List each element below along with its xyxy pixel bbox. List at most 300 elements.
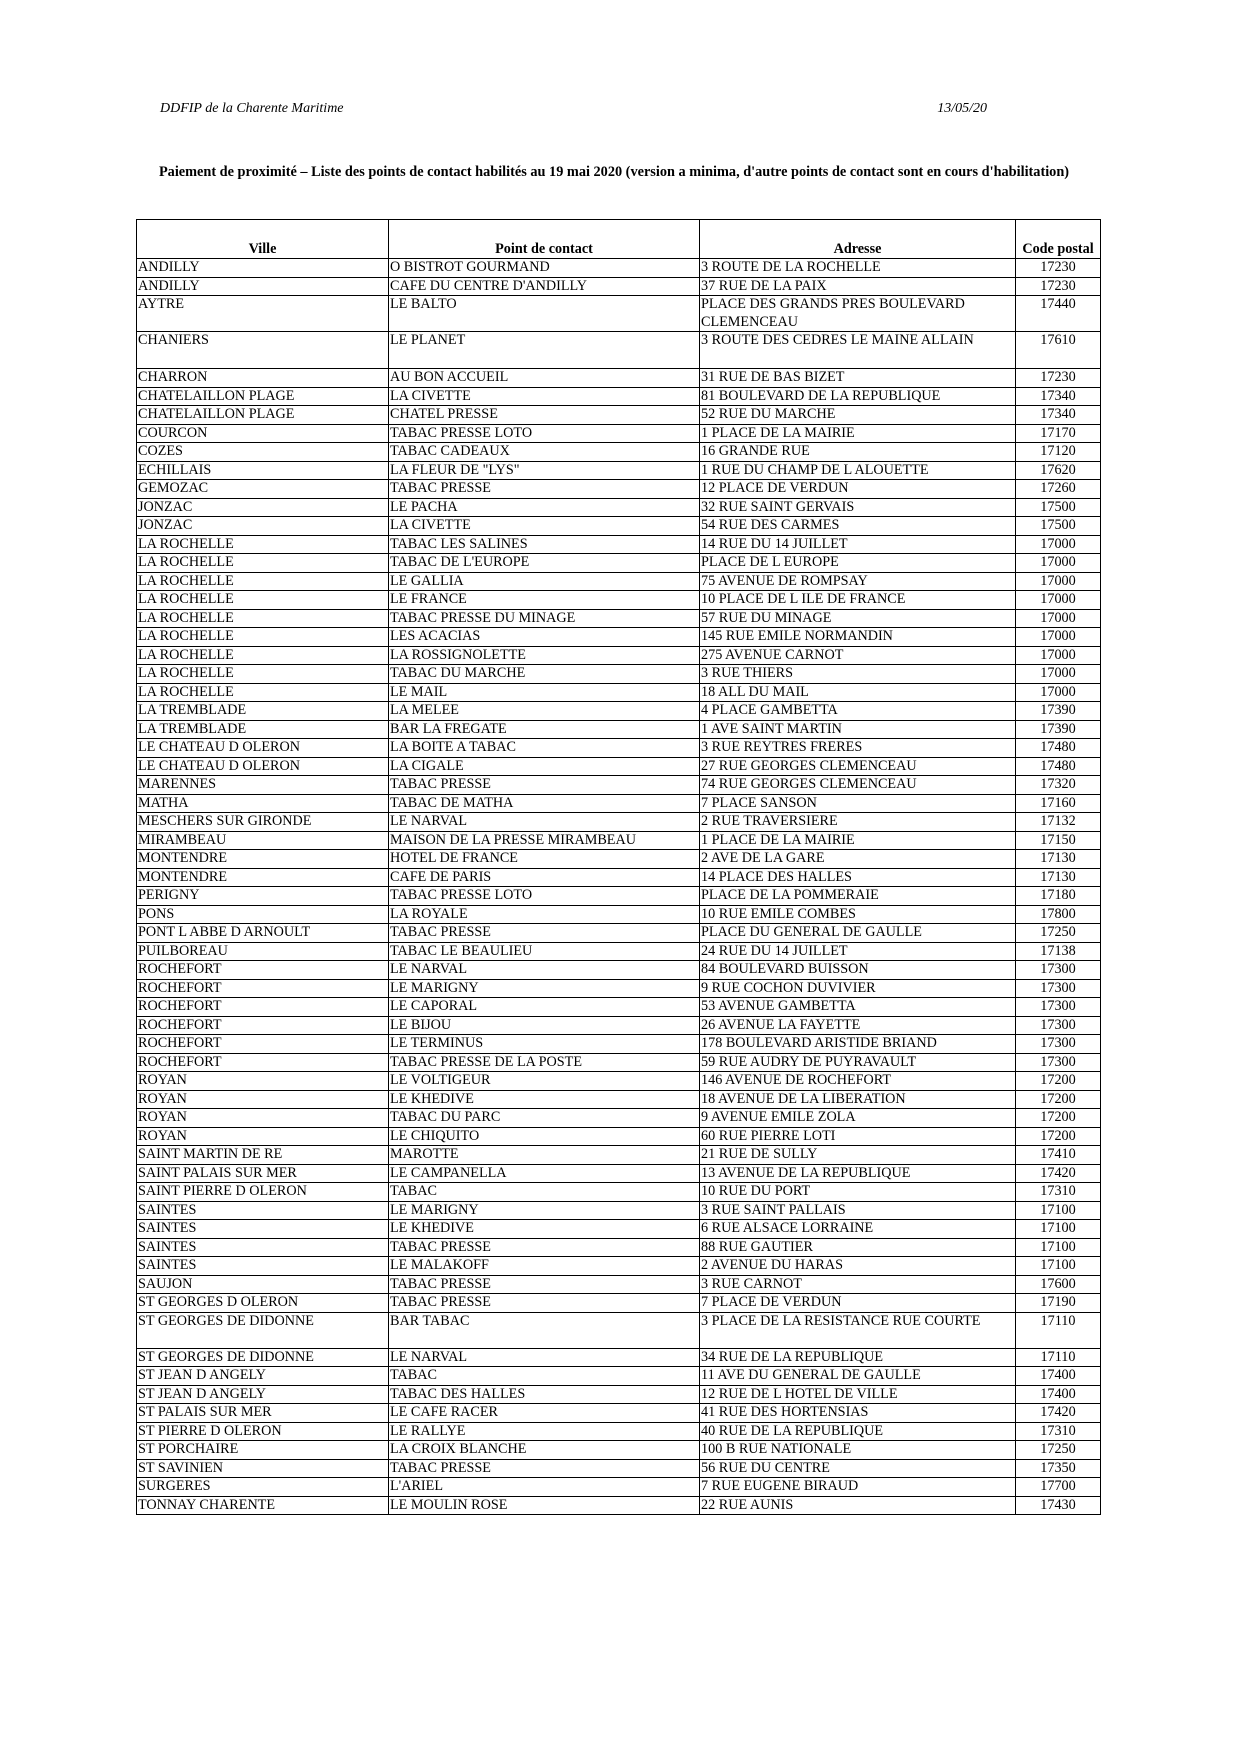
column-header-code-postal: Code postal <box>1016 220 1101 259</box>
cell-point-de-contact: LA CIGALE <box>389 757 700 776</box>
cell-code-postal: 17200 <box>1016 1072 1101 1091</box>
table-row <box>137 776 1101 795</box>
cell-ville: LE CHATEAU D OLERON <box>137 757 389 776</box>
cell-point-de-contact: LE BIJOU <box>389 1016 700 1035</box>
cell-point-de-contact: LE MOULIN ROSE <box>389 1496 700 1515</box>
table-row <box>137 1348 1101 1367</box>
table-row <box>137 998 1101 1017</box>
cell-ville: ROYAN <box>137 1090 389 1109</box>
cell-code-postal: 17150 <box>1016 831 1101 850</box>
cell-adresse: 178 BOULEVARD ARISTIDE BRIAND <box>700 1035 1016 1054</box>
cell-ville: ST PORCHAIRE <box>137 1441 389 1460</box>
cell-code-postal: 17480 <box>1016 739 1101 758</box>
cell-point-de-contact: LE FRANCE <box>389 591 700 610</box>
cell-adresse: 10 RUE DU PORT <box>700 1183 1016 1202</box>
cell-ville: COZES <box>137 443 389 462</box>
cell-point-de-contact: LE TERMINUS <box>389 1035 700 1054</box>
cell-point-de-contact: LE VOLTIGEUR <box>389 1072 700 1091</box>
cell-code-postal: 17100 <box>1016 1220 1101 1239</box>
cell-ville: CHANIERS <box>137 332 389 369</box>
table-row <box>137 259 1101 278</box>
cell-ville: ANDILLY <box>137 277 389 296</box>
cell-ville: AYTRE <box>137 296 389 332</box>
table-row <box>137 924 1101 943</box>
header-date: 13/05/20 <box>937 101 987 116</box>
cell-point-de-contact: MAROTTE <box>389 1146 700 1165</box>
cell-adresse: 145 RUE EMILE NORMANDIN <box>700 628 1016 647</box>
cell-code-postal: 17250 <box>1016 1441 1101 1460</box>
table-row <box>137 739 1101 758</box>
cell-adresse: 7 PLACE SANSON <box>700 794 1016 813</box>
table-row <box>137 1146 1101 1165</box>
cell-code-postal: 17480 <box>1016 757 1101 776</box>
table-row <box>137 702 1101 721</box>
cell-point-de-contact: LA BOITE A TABAC <box>389 739 700 758</box>
cell-point-de-contact: TABAC <box>389 1367 700 1386</box>
table-row <box>137 1422 1101 1441</box>
table-row <box>137 794 1101 813</box>
cell-adresse: 81 BOULEVARD DE LA REPUBLIQUE <box>700 387 1016 406</box>
cell-adresse: 3 RUE CARNOT <box>700 1275 1016 1294</box>
cell-point-de-contact: HOTEL DE FRANCE <box>389 850 700 869</box>
table-row <box>137 387 1101 406</box>
cell-point-de-contact: LA ROYALE <box>389 905 700 924</box>
cell-code-postal: 17100 <box>1016 1257 1101 1276</box>
cell-code-postal: 17320 <box>1016 776 1101 795</box>
cell-ville: ST GEORGES D OLERON <box>137 1294 389 1313</box>
cell-adresse: 3 PLACE DE LA RESISTANCE RUE COURTE <box>700 1312 1016 1348</box>
cell-ville: MATHA <box>137 794 389 813</box>
cell-code-postal: 17300 <box>1016 979 1101 998</box>
cell-ville: ROYAN <box>137 1109 389 1128</box>
cell-ville: MONTENDRE <box>137 868 389 887</box>
cell-ville: COURCON <box>137 424 389 443</box>
cell-adresse: 7 PLACE DE VERDUN <box>700 1294 1016 1313</box>
cell-code-postal: 17120 <box>1016 443 1101 462</box>
cell-code-postal: 17200 <box>1016 1109 1101 1128</box>
cell-adresse: 2 AVENUE DU HARAS <box>700 1257 1016 1276</box>
cell-adresse: 3 RUE REYTRES FRERES <box>700 739 1016 758</box>
cell-ville: LA ROCHELLE <box>137 591 389 610</box>
table-body <box>137 259 1101 1515</box>
contact-points-table <box>136 219 1101 1515</box>
cell-ville: ANDILLY <box>137 259 389 278</box>
cell-point-de-contact: LE PLANET <box>389 332 700 369</box>
cell-code-postal: 17310 <box>1016 1422 1101 1441</box>
cell-ville: PUILBOREAU <box>137 942 389 961</box>
table-row <box>137 572 1101 591</box>
cell-ville: LA ROCHELLE <box>137 683 389 702</box>
table-row <box>137 1053 1101 1072</box>
cell-ville: SAUJON <box>137 1275 389 1294</box>
cell-adresse: 146 AVENUE DE ROCHEFORT <box>700 1072 1016 1091</box>
cell-adresse: 12 PLACE DE VERDUN <box>700 480 1016 499</box>
cell-adresse: 57 RUE DU MINAGE <box>700 609 1016 628</box>
cell-adresse: 3 RUE THIERS <box>700 665 1016 684</box>
column-header-ville: Ville <box>137 220 389 259</box>
cell-ville: GEMOZAC <box>137 480 389 499</box>
table-row <box>137 1441 1101 1460</box>
column-header-adresse: Adresse <box>700 220 1016 259</box>
table-row <box>137 332 1101 369</box>
cell-ville: LA ROCHELLE <box>137 665 389 684</box>
cell-point-de-contact: CAFE DU CENTRE D'ANDILLY <box>389 277 700 296</box>
cell-point-de-contact: TABAC DE L'EUROPE <box>389 554 700 573</box>
cell-ville: SAINT MARTIN DE RE <box>137 1146 389 1165</box>
table-row <box>137 1496 1101 1515</box>
cell-code-postal: 17400 <box>1016 1367 1101 1386</box>
cell-point-de-contact: LA CROIX BLANCHE <box>389 1441 700 1460</box>
cell-point-de-contact: TABAC LES SALINES <box>389 535 700 554</box>
cell-adresse: 9 AVENUE EMILE ZOLA <box>700 1109 1016 1128</box>
cell-adresse: 75 AVENUE DE ROMPSAY <box>700 572 1016 591</box>
cell-code-postal: 17600 <box>1016 1275 1101 1294</box>
cell-adresse: 3 ROUTE DES CEDRES LE MAINE ALLAIN <box>700 332 1016 369</box>
cell-point-de-contact: LE BALTO <box>389 296 700 332</box>
cell-ville: SAINT PALAIS SUR MER <box>137 1164 389 1183</box>
table-row <box>137 628 1101 647</box>
cell-point-de-contact: TABAC PRESSE <box>389 1238 700 1257</box>
cell-code-postal: 17000 <box>1016 683 1101 702</box>
table-row <box>137 1183 1101 1202</box>
table-row <box>137 887 1101 906</box>
table-header-row <box>137 220 1101 259</box>
table-row <box>137 591 1101 610</box>
cell-code-postal: 17300 <box>1016 1016 1101 1035</box>
document-title: Paiement de proximité – Liste des points de contact habilités au 19 mai 2020 (version a minima, d'autre points de contact sont en cours d'habilitation) <box>158 164 1070 180</box>
cell-ville: ROCHEFORT <box>137 1035 389 1054</box>
cell-adresse: 37 RUE DE LA PAIX <box>700 277 1016 296</box>
cell-code-postal: 17500 <box>1016 517 1101 536</box>
cell-adresse: 2 RUE TRAVERSIERE <box>700 813 1016 832</box>
cell-adresse: PLACE DE LA POMMERAIE <box>700 887 1016 906</box>
cell-point-de-contact: TABAC DU PARC <box>389 1109 700 1128</box>
cell-code-postal: 17230 <box>1016 277 1101 296</box>
table-row <box>137 517 1101 536</box>
cell-point-de-contact: TABAC PRESSE <box>389 924 700 943</box>
table-row <box>137 443 1101 462</box>
table-row <box>137 1016 1101 1035</box>
cell-ville: PERIGNY <box>137 887 389 906</box>
cell-ville: CHARRON <box>137 369 389 388</box>
cell-adresse: 11 AVE DU GENERAL DE GAULLE <box>700 1367 1016 1386</box>
cell-code-postal: 17170 <box>1016 424 1101 443</box>
cell-ville: ST PALAIS SUR MER <box>137 1404 389 1423</box>
cell-adresse: 2 AVE DE LA GARE <box>700 850 1016 869</box>
cell-ville: LA ROCHELLE <box>137 609 389 628</box>
cell-code-postal: 17100 <box>1016 1238 1101 1257</box>
cell-code-postal: 17230 <box>1016 369 1101 388</box>
table-row <box>137 1312 1101 1348</box>
cell-point-de-contact: TABAC DES HALLES <box>389 1385 700 1404</box>
cell-code-postal: 17700 <box>1016 1478 1101 1497</box>
table-row <box>137 757 1101 776</box>
cell-adresse: 32 RUE SAINT GERVAIS <box>700 498 1016 517</box>
cell-adresse: 22 RUE AUNIS <box>700 1496 1016 1515</box>
cell-adresse: 59 RUE AUDRY DE PUYRAVAULT <box>700 1053 1016 1072</box>
cell-code-postal: 17000 <box>1016 628 1101 647</box>
cell-point-de-contact: TABAC CADEAUX <box>389 443 700 462</box>
table-row <box>137 1385 1101 1404</box>
cell-adresse: 16 GRANDE RUE <box>700 443 1016 462</box>
table-row <box>137 535 1101 554</box>
cell-point-de-contact: TABAC DE MATHA <box>389 794 700 813</box>
cell-ville: MESCHERS SUR GIRONDE <box>137 813 389 832</box>
table-row <box>137 1072 1101 1091</box>
cell-ville: ROYAN <box>137 1072 389 1091</box>
cell-point-de-contact: LE KHEDIVE <box>389 1090 700 1109</box>
cell-code-postal: 17000 <box>1016 646 1101 665</box>
cell-point-de-contact: TABAC LE BEAULIEU <box>389 942 700 961</box>
cell-code-postal: 17200 <box>1016 1127 1101 1146</box>
cell-ville: CHATELAILLON PLAGE <box>137 387 389 406</box>
cell-point-de-contact: TABAC PRESSE DU MINAGE <box>389 609 700 628</box>
cell-point-de-contact: MAISON DE LA PRESSE MIRAMBEAU <box>389 831 700 850</box>
cell-ville: LA ROCHELLE <box>137 646 389 665</box>
table-row <box>137 1275 1101 1294</box>
cell-point-de-contact: LE CAMPANELLA <box>389 1164 700 1183</box>
cell-point-de-contact: TABAC DU MARCHE <box>389 665 700 684</box>
table-row <box>137 868 1101 887</box>
cell-ville: ST GEORGES DE DIDONNE <box>137 1312 389 1348</box>
cell-point-de-contact: LE MAIL <box>389 683 700 702</box>
table-row <box>137 1220 1101 1239</box>
cell-point-de-contact: LE MARIGNY <box>389 979 700 998</box>
cell-point-de-contact: LA MELEE <box>389 702 700 721</box>
cell-code-postal: 17000 <box>1016 591 1101 610</box>
cell-adresse: 18 ALL DU MAIL <box>700 683 1016 702</box>
cell-code-postal: 17500 <box>1016 498 1101 517</box>
cell-ville: LA ROCHELLE <box>137 554 389 573</box>
table-row <box>137 1164 1101 1183</box>
cell-code-postal: 17000 <box>1016 665 1101 684</box>
cell-code-postal: 17110 <box>1016 1312 1101 1348</box>
cell-code-postal: 17350 <box>1016 1459 1101 1478</box>
cell-code-postal: 17260 <box>1016 480 1101 499</box>
cell-adresse: 26 AVENUE LA FAYETTE <box>700 1016 1016 1035</box>
cell-adresse: 52 RUE DU MARCHE <box>700 406 1016 425</box>
cell-point-de-contact: LA CIVETTE <box>389 517 700 536</box>
cell-adresse: 27 RUE GEORGES CLEMENCEAU <box>700 757 1016 776</box>
cell-ville: ST PIERRE D OLERON <box>137 1422 389 1441</box>
cell-ville: ECHILLAIS <box>137 461 389 480</box>
cell-adresse: 1 PLACE DE LA MAIRIE <box>700 831 1016 850</box>
cell-adresse: 1 PLACE DE LA MAIRIE <box>700 424 1016 443</box>
cell-point-de-contact: LE CAFE RACER <box>389 1404 700 1423</box>
cell-code-postal: 17610 <box>1016 332 1101 369</box>
cell-adresse: 74 RUE GEORGES CLEMENCEAU <box>700 776 1016 795</box>
cell-adresse: 3 ROUTE DE LA ROCHELLE <box>700 259 1016 278</box>
cell-adresse: PLACE DU GENERAL DE GAULLE <box>700 924 1016 943</box>
cell-adresse: 1 RUE DU CHAMP DE L ALOUETTE <box>700 461 1016 480</box>
cell-code-postal: 17440 <box>1016 296 1101 332</box>
cell-ville: ST JEAN D ANGELY <box>137 1385 389 1404</box>
cell-ville: SURGERES <box>137 1478 389 1497</box>
cell-adresse: 6 RUE ALSACE LORRAINE <box>700 1220 1016 1239</box>
cell-code-postal: 17620 <box>1016 461 1101 480</box>
table-row <box>137 609 1101 628</box>
cell-ville: ROCHEFORT <box>137 979 389 998</box>
table-row <box>137 1257 1101 1276</box>
cell-point-de-contact: L'ARIEL <box>389 1478 700 1497</box>
cell-point-de-contact: TABAC PRESSE <box>389 1275 700 1294</box>
cell-code-postal: 17000 <box>1016 535 1101 554</box>
cell-adresse: 100 B RUE NATIONALE <box>700 1441 1016 1460</box>
cell-point-de-contact: LE MARIGNY <box>389 1201 700 1220</box>
cell-code-postal: 17130 <box>1016 868 1101 887</box>
cell-ville: ST JEAN D ANGELY <box>137 1367 389 1386</box>
cell-adresse: 3 RUE SAINT PALLAIS <box>700 1201 1016 1220</box>
header-org: DDFIP de la Charente Maritime <box>160 101 344 116</box>
cell-code-postal: 17420 <box>1016 1164 1101 1183</box>
cell-code-postal: 17310 <box>1016 1183 1101 1202</box>
table-row <box>137 905 1101 924</box>
table-row <box>137 406 1101 425</box>
table-row <box>137 480 1101 499</box>
cell-adresse: 31 RUE DE BAS BIZET <box>700 369 1016 388</box>
cell-code-postal: 17132 <box>1016 813 1101 832</box>
cell-ville: ROCHEFORT <box>137 998 389 1017</box>
table-row <box>137 424 1101 443</box>
cell-ville: LA TREMBLADE <box>137 702 389 721</box>
cell-ville: LA ROCHELLE <box>137 572 389 591</box>
cell-point-de-contact: LE NARVAL <box>389 1348 700 1367</box>
cell-code-postal: 17340 <box>1016 387 1101 406</box>
table-row <box>137 979 1101 998</box>
cell-point-de-contact: TABAC PRESSE <box>389 1459 700 1478</box>
table-row <box>137 1090 1101 1109</box>
cell-point-de-contact: TABAC PRESSE LOTO <box>389 424 700 443</box>
cell-code-postal: 17180 <box>1016 887 1101 906</box>
cell-ville: LA TREMBLADE <box>137 720 389 739</box>
cell-code-postal: 17300 <box>1016 1053 1101 1072</box>
cell-point-de-contact: LE MALAKOFF <box>389 1257 700 1276</box>
cell-adresse: 53 AVENUE GAMBETTA <box>700 998 1016 1017</box>
cell-point-de-contact: LA ROSSIGNOLETTE <box>389 646 700 665</box>
cell-ville: MARENNES <box>137 776 389 795</box>
cell-point-de-contact: BAR LA FREGATE <box>389 720 700 739</box>
table-row <box>137 720 1101 739</box>
cell-adresse: 40 RUE DE LA REPUBLIQUE <box>700 1422 1016 1441</box>
cell-adresse: 34 RUE DE LA REPUBLIQUE <box>700 1348 1016 1367</box>
table-row <box>137 498 1101 517</box>
cell-point-de-contact: CHATEL PRESSE <box>389 406 700 425</box>
cell-ville: SAINTES <box>137 1238 389 1257</box>
cell-code-postal: 17000 <box>1016 554 1101 573</box>
cell-adresse: 10 PLACE DE L ILE DE FRANCE <box>700 591 1016 610</box>
cell-adresse: 21 RUE DE SULLY <box>700 1146 1016 1165</box>
cell-ville: ROCHEFORT <box>137 961 389 980</box>
cell-code-postal: 17110 <box>1016 1348 1101 1367</box>
table-row <box>137 1035 1101 1054</box>
cell-code-postal: 17160 <box>1016 794 1101 813</box>
column-header-point-de-contact: Point de contact <box>389 220 700 259</box>
cell-ville: JONZAC <box>137 517 389 536</box>
table-row <box>137 369 1101 388</box>
cell-adresse: 88 RUE GAUTIER <box>700 1238 1016 1257</box>
cell-ville: ROYAN <box>137 1127 389 1146</box>
cell-point-de-contact: O BISTROT GOURMAND <box>389 259 700 278</box>
cell-point-de-contact: LES ACACIAS <box>389 628 700 647</box>
cell-code-postal: 17800 <box>1016 905 1101 924</box>
cell-adresse: 13 AVENUE DE LA REPUBLIQUE <box>700 1164 1016 1183</box>
cell-point-de-contact: LE KHEDIVE <box>389 1220 700 1239</box>
cell-point-de-contact: TABAC PRESSE <box>389 1294 700 1313</box>
cell-code-postal: 17000 <box>1016 572 1101 591</box>
table-row <box>137 1109 1101 1128</box>
cell-adresse: 54 RUE DES CARMES <box>700 517 1016 536</box>
cell-ville: LA ROCHELLE <box>137 628 389 647</box>
cell-ville: JONZAC <box>137 498 389 517</box>
cell-adresse: 4 PLACE GAMBETTA <box>700 702 1016 721</box>
table-row <box>137 1294 1101 1313</box>
cell-point-de-contact: LE GALLIA <box>389 572 700 591</box>
table-row <box>137 942 1101 961</box>
cell-point-de-contact: LE NARVAL <box>389 961 700 980</box>
table-row <box>137 1238 1101 1257</box>
cell-adresse: 7 RUE EUGENE BIRAUD <box>700 1478 1016 1497</box>
cell-code-postal: 17130 <box>1016 850 1101 869</box>
cell-adresse: 14 RUE DU 14 JUILLET <box>700 535 1016 554</box>
table-row <box>137 646 1101 665</box>
cell-ville: PONT L ABBE D ARNOULT <box>137 924 389 943</box>
cell-code-postal: 17190 <box>1016 1294 1101 1313</box>
cell-adresse: 12 RUE DE L HOTEL DE VILLE <box>700 1385 1016 1404</box>
cell-point-de-contact: LE CHIQUITO <box>389 1127 700 1146</box>
cell-ville: ROCHEFORT <box>137 1053 389 1072</box>
cell-point-de-contact: LA FLEUR DE "LYS" <box>389 461 700 480</box>
cell-point-de-contact: TABAC PRESSE LOTO <box>389 887 700 906</box>
cell-point-de-contact: BAR TABAC <box>389 1312 700 1348</box>
cell-code-postal: 17400 <box>1016 1385 1101 1404</box>
cell-ville: LA ROCHELLE <box>137 535 389 554</box>
table-row <box>137 961 1101 980</box>
cell-adresse: 60 RUE PIERRE LOTI <box>700 1127 1016 1146</box>
cell-adresse: PLACE DE L EUROPE <box>700 554 1016 573</box>
cell-point-de-contact: CAFE DE PARIS <box>389 868 700 887</box>
cell-code-postal: 17340 <box>1016 406 1101 425</box>
cell-code-postal: 17390 <box>1016 702 1101 721</box>
cell-ville: SAINTES <box>137 1201 389 1220</box>
cell-ville: ROCHEFORT <box>137 1016 389 1035</box>
cell-adresse: 56 RUE DU CENTRE <box>700 1459 1016 1478</box>
cell-ville: SAINTES <box>137 1220 389 1239</box>
cell-point-de-contact: TABAC PRESSE DE LA POSTE <box>389 1053 700 1072</box>
table-row <box>137 554 1101 573</box>
cell-code-postal: 17300 <box>1016 961 1101 980</box>
table-row <box>137 850 1101 869</box>
cell-point-de-contact: AU BON ACCUEIL <box>389 369 700 388</box>
table-row <box>137 1127 1101 1146</box>
cell-code-postal: 17000 <box>1016 609 1101 628</box>
cell-adresse: 275 AVENUE CARNOT <box>700 646 1016 665</box>
table-row <box>137 1459 1101 1478</box>
cell-ville: ST GEORGES DE DIDONNE <box>137 1348 389 1367</box>
table-row <box>137 665 1101 684</box>
table-row <box>137 1478 1101 1497</box>
cell-ville: CHATELAILLON PLAGE <box>137 406 389 425</box>
cell-ville: MONTENDRE <box>137 850 389 869</box>
cell-point-de-contact: TABAC PRESSE <box>389 776 700 795</box>
table-row <box>137 1404 1101 1423</box>
cell-code-postal: 17100 <box>1016 1201 1101 1220</box>
table-row <box>137 1367 1101 1386</box>
cell-adresse: 41 RUE DES HORTENSIAS <box>700 1404 1016 1423</box>
cell-point-de-contact: TABAC <box>389 1183 700 1202</box>
cell-code-postal: 17410 <box>1016 1146 1101 1165</box>
cell-ville: LE CHATEAU D OLERON <box>137 739 389 758</box>
cell-point-de-contact: LA CIVETTE <box>389 387 700 406</box>
